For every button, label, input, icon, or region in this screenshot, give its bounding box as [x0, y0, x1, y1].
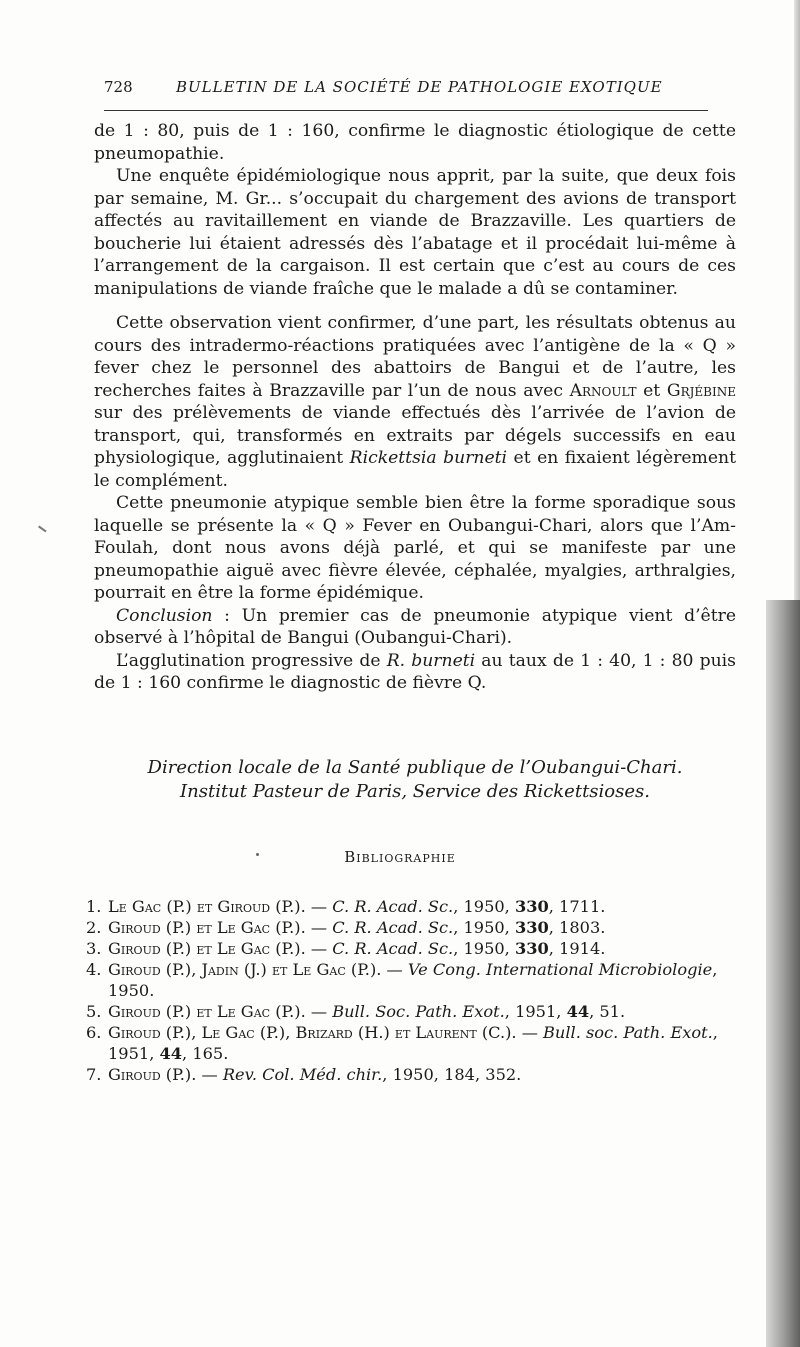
author-name: Arnoult — [569, 380, 637, 401]
bibliography-entry — [86, 917, 736, 938]
paragraph: Cette pneumonie atypique semble bien être la forme sporadique sous laquelle se présente la « Q » Fever en Oubangui-Chari, alors que l’Am-Foulah, dont nous avons déjà parlé, et qui se manifeste par une pneumopathie aiguë avec fièvre élevée, céphalée, myalgies, arthralgies, pourrait en être la forme épidémique. — [94, 493, 736, 603]
paragraph — [94, 312, 736, 492]
bibliography-entry — [86, 1064, 736, 1085]
entry-number: 3. — [86, 939, 102, 958]
entry-volume: 330 — [514, 897, 549, 916]
text-span: Cette observation vient confirmer, d’une part, les résultats obtenus au cours des intradermo-réactions pratiquées avec l’antigène de la « Q » fever chez le personnel des abattoirs de Bangui et de l’autre, les recherches faites à Brazzaville par l’un de nous avec — [94, 313, 736, 401]
book-spine-shadow — [766, 600, 800, 1347]
entry-year: , 1950, — [382, 1065, 445, 1084]
entry-journal: Rev. Col. Méd. chir. — [222, 1065, 383, 1084]
entry-authors: Giroud (P.) et Le Gac (P.). — — [108, 939, 333, 958]
entry-citation — [108, 1064, 736, 1085]
text-block-top — [94, 120, 736, 300]
affiliation-line: Institut Pasteur de Paris, Service des Rickettsioses. — [180, 781, 650, 802]
paragraph — [94, 650, 736, 695]
entry-number: 1. — [86, 897, 102, 916]
conclusion-label: Conclusion — [116, 605, 213, 626]
text-span: et en fixaient légèrement le complément. — [94, 448, 736, 491]
entry-citation — [108, 896, 736, 917]
bibliography-list — [86, 896, 736, 1085]
species-name: Rickettsia burneti — [349, 448, 508, 468]
entry-citation — [108, 917, 736, 938]
entry-authors: Le Gac (P.) et Giroud (P.). — — [108, 897, 333, 916]
page-number: 728 — [104, 78, 133, 96]
bibliography-entry — [86, 1022, 736, 1064]
margin-mark — [38, 526, 46, 532]
entry-volume: 330 — [514, 918, 549, 937]
entry-volume: 44 — [159, 1044, 183, 1063]
entry-number: 6. — [86, 1023, 102, 1042]
entry-journal: C. R. Acad. Sc. — [332, 918, 454, 937]
entry-journal: Bull. soc. Path. Exot. — [543, 1023, 713, 1042]
bibliography-entry — [86, 938, 736, 959]
entry-year: , 1950. — [108, 960, 718, 1000]
entry-pages: , 1914. — [548, 939, 606, 958]
text-block-main — [94, 312, 736, 695]
header-rule — [104, 110, 708, 111]
entry-journal: Bull. Soc. Path. Exot. — [332, 1002, 505, 1021]
page-header — [104, 72, 670, 102]
bibliography-entry — [86, 959, 736, 1001]
affiliation-signature — [94, 756, 736, 804]
entry-year: , 1950, — [453, 897, 515, 916]
entry-pages: , 1803. — [548, 918, 606, 937]
bibliography-heading: Bibliographie — [344, 848, 456, 866]
entry-pages: , 1711. — [548, 897, 606, 916]
entry-pages: , 165. — [182, 1044, 229, 1063]
entry-pages: , 51. — [589, 1002, 626, 1021]
entry-year: , 1951, — [504, 1002, 567, 1021]
entry-number: 5. — [86, 1002, 102, 1021]
entry-authors: Giroud (P.), Jadin (J.) et Le Gac (P.). — — [108, 960, 408, 979]
paragraph: de 1 : 80, puis de 1 : 160, confirme le diagnostic étiologique de cette pneumopathie. — [94, 121, 736, 164]
species-name: R. burneti — [386, 650, 476, 671]
entry-citation — [108, 1001, 736, 1022]
entry-year: , 1950, — [453, 939, 515, 958]
entry-journal: C. R. Acad. Sc. — [332, 939, 454, 958]
entry-journal: Ve Cong. International Microbiologie — [407, 960, 713, 979]
bibliography-entry — [86, 1001, 736, 1022]
entry-pages: 184, 352. — [444, 1065, 522, 1084]
entry-year: , 1950, — [453, 918, 515, 937]
text-span: et — [636, 380, 667, 401]
entry-authors: Giroud (P.) et Le Gac (P.). — — [108, 918, 333, 937]
entry-citation — [108, 938, 736, 959]
entry-citation — [108, 959, 736, 1001]
entry-year: , 1951, — [108, 1023, 718, 1063]
entry-journal: C. R. Acad. Sc. — [332, 897, 454, 916]
author-name: Grjébine — [666, 380, 736, 401]
entry-authors: Giroud (P.) et Le Gac (P.). — — [108, 1002, 333, 1021]
text-span: L’agglutination progressive de — [116, 650, 387, 671]
bibliography-entry — [86, 896, 736, 917]
text-span: : Un premier cas de pneumonie atypique vient d’être observé à l’hôpital de Bangui (Oubangui-Chari). — [94, 605, 736, 648]
entry-number: 2. — [86, 918, 102, 937]
entry-volume: 330 — [514, 939, 549, 958]
affiliation-line: Direction locale de la Santé publique de l’Oubangui-Chari. — [147, 757, 683, 778]
entry-number: 7. — [86, 1065, 102, 1084]
entry-authors: Giroud (P.), Le Gac (P.), Brizard (H.) et Laurent (C.). — — [108, 1023, 544, 1042]
conclusion-paragraph — [94, 605, 736, 650]
text-span: sur des prélèvements de viande effectués dès l’arrivée de l’avion de transport, qui, transformés en extraits par dégels successifs en eau physiologique, agglutinaient — [94, 403, 736, 468]
entry-citation — [108, 1022, 736, 1064]
entry-authors: Giroud (P.). — — [108, 1065, 223, 1084]
entry-number: 4. — [86, 960, 102, 979]
paragraph: Une enquête épidémiologique nous apprit, par la suite, que deux fois par semaine, M. Gr... s’occupait du chargement des avions de transport affectés au ravitaillement en viande de Brazzaville. Les quartiers de boucherie lui étaient adressés dès l’abatage et il procédait lui-même à l’arrangement de la cargaison. Il est certain que c’est au cours de ces manipulations de viande fraîche que le malade a dû se contaminer. — [94, 166, 736, 299]
text-span: au taux de 1 : 40, 1 : 80 puis de 1 : 160 confirme le diagnostic de fièvre Q. — [94, 650, 736, 693]
page-edge-shadow — [794, 0, 800, 600]
running-title: BULLETIN DE LA SOCIÉTÉ DE PATHOLOGIE EXOTIQUE — [176, 78, 663, 96]
entry-volume: 44 — [566, 1002, 590, 1021]
